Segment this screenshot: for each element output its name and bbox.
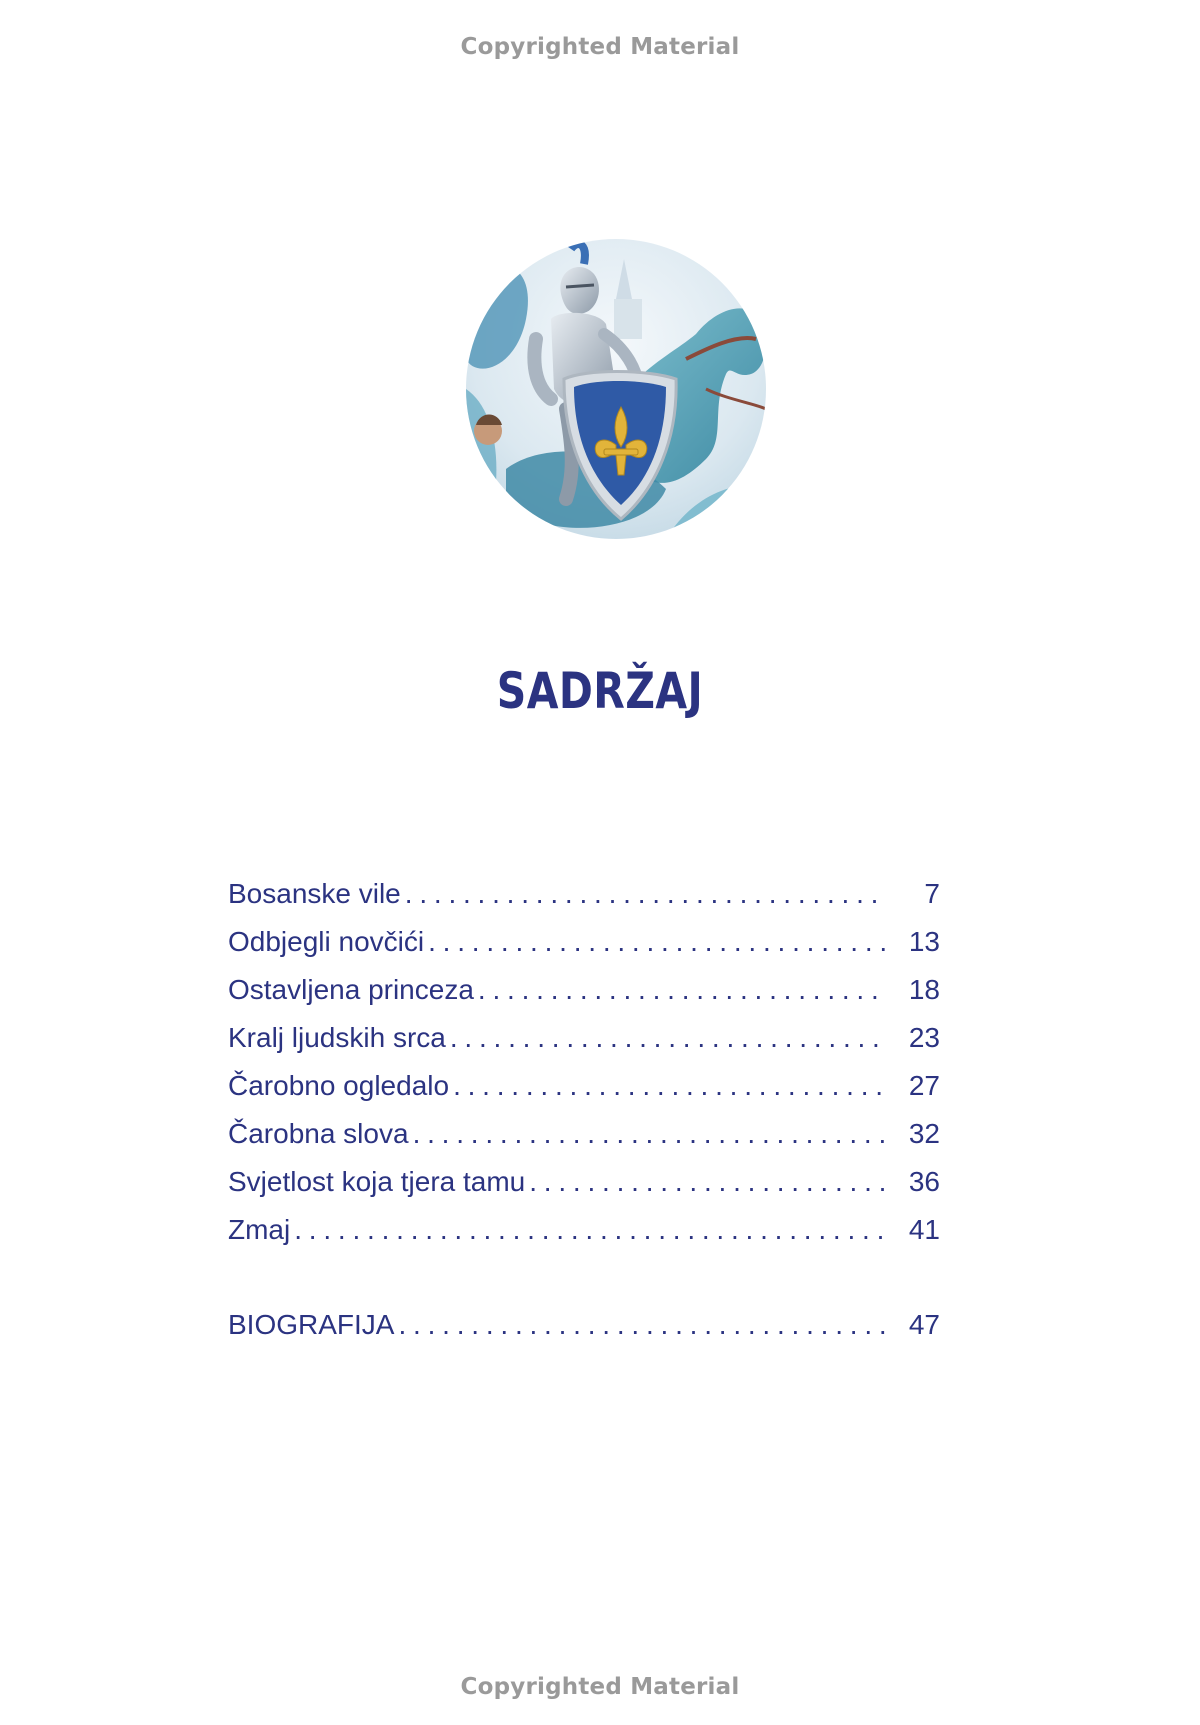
dot-leader — [428, 926, 886, 958]
dot-leader — [413, 1118, 886, 1150]
toc-entry-label: Odbjegli novčići — [228, 926, 425, 957]
toc-entry-label: Kralj ljudskih srca — [228, 1022, 446, 1053]
dot-leader — [450, 1022, 886, 1054]
toc-entry[interactable] — [228, 926, 940, 974]
dot-leader — [478, 974, 886, 1006]
toc-entry-label: Zmaj — [228, 1214, 291, 1245]
toc-entry-page: 32 — [908, 1118, 940, 1149]
toc-entry-label: Čarobno ogledalo — [228, 1070, 450, 1101]
toc-entry-biography[interactable] — [228, 1309, 940, 1357]
toc-entry-page: 7 — [924, 878, 940, 909]
toc-entry-page: 13 — [908, 926, 940, 957]
toc-entry-label: Svjetlost koja tjera tamu — [228, 1166, 526, 1197]
toc-entry[interactable] — [228, 974, 940, 1022]
knight-illustration — [466, 239, 766, 539]
toc-entry[interactable] — [228, 1070, 940, 1118]
toc-entry-page: 23 — [908, 1022, 940, 1053]
toc-entry-label: Ostavljena princeza — [228, 974, 474, 1005]
toc-entry[interactable] — [228, 1118, 940, 1166]
toc-entry[interactable] — [228, 1214, 940, 1262]
toc-entry-page: 41 — [908, 1214, 940, 1245]
dot-leader — [398, 1309, 886, 1341]
copyright-watermark-top: Copyrighted Material — [460, 34, 740, 60]
toc-entry[interactable] — [228, 1022, 940, 1070]
toc-entry-page: 27 — [908, 1070, 940, 1101]
toc-title: SADRŽAJ — [496, 662, 704, 720]
toc-entry[interactable] — [228, 878, 940, 926]
toc-entry-page: 47 — [908, 1309, 940, 1340]
toc-entry-label: BIOGRAFIJA — [228, 1309, 395, 1340]
toc-entry-label: Čarobna slova — [228, 1118, 409, 1149]
dot-leader — [453, 1070, 886, 1102]
toc-entry-label: Bosanske vile — [228, 878, 401, 909]
toc-list — [228, 878, 940, 1357]
dot-leader — [294, 1214, 886, 1246]
toc-entry[interactable] — [228, 1166, 940, 1214]
copyright-watermark-bottom: Copyrighted Material — [460, 1674, 740, 1700]
dot-leader — [405, 878, 886, 910]
toc-entry-page: 36 — [908, 1166, 940, 1197]
knight-on-horse-icon — [466, 239, 766, 539]
toc-entry-page: 18 — [908, 974, 940, 1005]
dot-leader — [529, 1166, 886, 1198]
